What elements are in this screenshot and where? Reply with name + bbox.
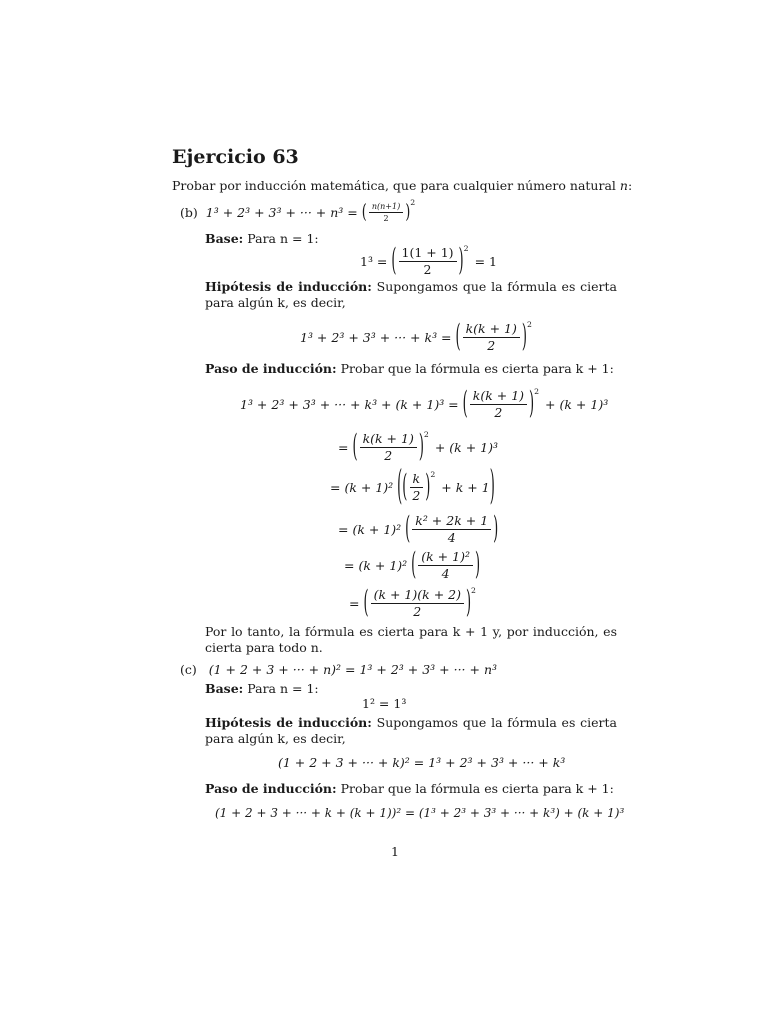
step-equation-line-3: = (k + 1)² ( ( $\frac{k}{2}$ ) $^2$ + k + 1 ) [330,464,495,512]
part-c-statement [180,662,497,677]
left-paren: ( [363,585,369,622]
line3-prefix: = (k + 1)² [330,480,394,496]
line5-fraction [418,550,473,582]
step-equation-line-6: = ( $\frac{(k + 1)(k + 2)}{2}$ ) $^2$ [349,585,476,622]
right-paren: ) [458,243,464,280]
fraction-denominator: 2 [412,488,421,504]
part-b-statement: (b) 1³ + 2³ + 3³ + ··· + n³ = ( $\frac{n(n+1)}{2}$ ) $^2$ [180,198,416,224]
fraction-denominator: 2 [383,214,389,224]
left-paren: ( [411,547,417,584]
hypothesis-text: Supongamos que la fórmula es cierta para algún k, es decir, [205,279,617,310]
inner-left-paren: ( [402,469,408,506]
line6-fraction [371,588,464,620]
part-c-hypothesis [205,715,617,747]
base-fraction [399,246,457,278]
base-text: Para n = 1: [247,681,319,696]
fraction-denominator: 2 [423,262,432,278]
step-equation-line-2: = ( $\frac{k(k + 1)}{2}$ ) $^2$ + (k + 1)³ [338,429,499,466]
fraction-denominator: 2 [384,448,393,464]
line3-fraction [409,472,423,504]
part-c-step-line [205,781,614,796]
part-b-base-equation: 1³ = ( $\frac{1(1 + 1)}{2}$ ) $^2$ = 1 [360,243,497,280]
part-b-base-line [205,231,319,246]
base-label: Base: [205,681,244,696]
line2-fraction [360,432,417,464]
equals-sign: = [349,596,360,612]
page-number: 1 [391,844,399,859]
left-paren: ( [352,429,358,466]
left-paren: ( [391,243,397,280]
hypothesis-label: Hipótesis de inducción: [205,279,372,294]
part-c-base-equation: 1² = 1³ [362,696,407,711]
base-rhs: = 1 [474,254,497,270]
line2-rhs: + (k + 1)³ [434,440,499,456]
fraction-numerator: k(k + 1) [463,322,520,338]
step-equation-line-4 [338,511,499,548]
intro-variable: n [619,178,628,193]
fraction-denominator: 2 [487,338,496,354]
equals-sign: = [338,440,349,456]
step-label: Paso de inducción: [205,781,337,796]
step-lhs: 1³ + 2³ + 3³ + ··· + k³ + (k + 1)³ = [240,397,459,413]
step-text: Probar que la fórmula es cierta para k + 1: [340,361,614,376]
fraction-numerator: k [410,472,424,488]
step-text: Probar que la fórmula es cierta para k + 1: [340,781,614,796]
part-c-step-equation: (1 + 2 + 3 + ··· + k + (k + 1))² = (1³ + 2³ + 3³ + ··· + k³) + (k + 1)³ [215,806,625,820]
part-c-base-line [205,681,319,696]
fraction-denominator: 2 [494,405,503,421]
hypothesis-label: Hipótesis de inducción: [205,715,372,730]
step-equation-line-5 [344,547,481,584]
part-b-label: (b) [180,205,198,221]
fraction-numerator: k(k + 1) [470,389,527,405]
right-paren: ) [418,429,424,466]
fraction-numerator: k(k + 1) [360,432,417,448]
intro-text: Probar por inducción matemática, que para cualquier número natural [172,178,616,193]
left-paren: ( [462,386,468,423]
page-title: Ejercicio 63 [172,146,299,168]
step-equation-line-1: 1³ + 2³ + 3³ + ··· + k³ + (k + 1)³ = ( $\frac{k(k + 1)}{2}$ ) $^2$ + (k + 1)³ [240,386,609,423]
fraction-numerator: n(n+1) [369,202,403,213]
hypothesis-fraction [463,322,520,354]
base-lhs: 1³ = [360,254,388,270]
step-rhs: + (k + 1)³ [545,397,609,413]
right-paren: ) [474,547,481,584]
part-b-conclusion: Por lo tanto, la fórmula es cierta para k + 1 y, por inducción, es cierta para todo n. [205,624,617,655]
hypothesis-text: Supongamos que la fórmula es cierta para algún k, es decir, [205,715,617,746]
part-c-label: (c) [180,662,197,677]
line4-fraction [412,514,491,546]
right-paren: ) [521,319,527,356]
outer-left-paren: ( [397,464,403,512]
right-paren: ) [493,511,499,548]
step-label: Paso de inducción: [205,361,337,376]
fraction-numerator: (k + 1)² [418,550,473,566]
fraction-numerator: (k + 1)(k + 2) [371,588,464,604]
part-b-fraction [369,202,403,223]
left-paren: ( [455,319,461,356]
step-fraction [470,389,527,421]
right-paren: ) [405,201,411,224]
hypothesis-lhs: 1³ + 2³ + 3³ + ··· + k³ = [300,330,452,346]
fraction-numerator: 1(1 + 1) [399,246,457,262]
base-text: Para n = 1: [247,231,319,246]
part-b-lhs: 1³ + 2³ + 3³ + ··· + n³ = [205,205,358,221]
part-c-hypothesis-equation: (1 + 2 + 3 + ··· + k)² = 1³ + 2³ + 3³ + ··· + k³ [278,755,566,770]
part-c-equation: (1 + 2 + 3 + ··· + n)² = 1³ + 2³ + 3³ + ··· + n³ [208,662,498,677]
left-paren: ( [405,511,411,548]
line5-prefix: = (k + 1)² [344,558,408,574]
fraction-numerator: k² + 2k + 1 [412,514,491,530]
intro-line: Probar por inducción matemática, que para cualquier número natural n: [172,178,633,193]
inner-right-paren: ) [425,469,431,506]
part-b-step-line [205,361,614,376]
left-paren: ( [361,201,367,224]
base-label: Base: [205,231,244,246]
part-b-hypothesis-equation: 1³ + 2³ + 3³ + ··· + k³ = ( $\frac{k(k + 1)}{2}$ ) $^2$ [300,319,532,356]
fraction-denominator: 4 [441,566,450,582]
right-paren: ) [529,386,535,423]
right-paren: ) [465,585,472,622]
outer-right-paren: ) [489,464,495,512]
part-b-hypothesis [205,279,617,311]
line4-prefix: = (k + 1)² [338,522,402,538]
line3-rhs: + k + 1 [441,480,490,496]
fraction-denominator: 2 [413,604,422,620]
fraction-denominator: 4 [447,530,456,546]
